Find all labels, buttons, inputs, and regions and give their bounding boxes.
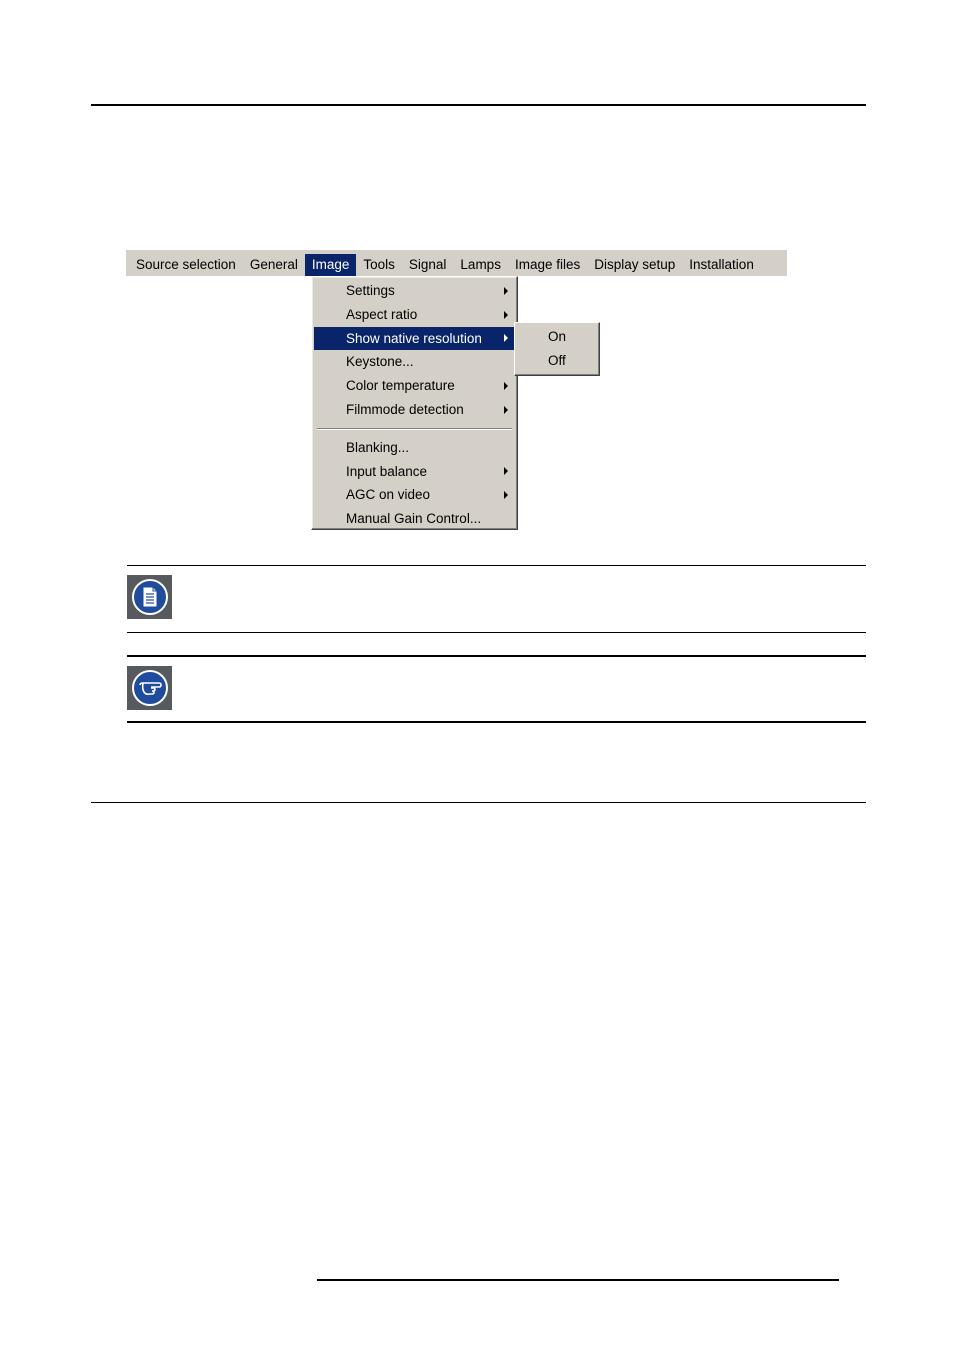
- submenu-arrow-icon: [504, 311, 508, 319]
- menu-item-color-temperature[interactable]: [314, 374, 514, 398]
- menu-item-agc-on-video[interactable]: [314, 483, 514, 507]
- submenu-arrow-icon: [504, 382, 508, 390]
- section-rule: [91, 802, 866, 803]
- header-rule: [91, 104, 866, 106]
- submenu-item-off[interactable]: Off: [548, 352, 566, 368]
- menu-tools[interactable]: Tools: [363, 257, 395, 272]
- note-icon: [132, 579, 168, 615]
- menu-item-label: Settings: [346, 283, 395, 298]
- menu-separator: [317, 428, 512, 430]
- footer-rule: [317, 1279, 839, 1281]
- menu-item-label: AGC on video: [346, 487, 431, 503]
- menu-item-label: Filmmode detection: [346, 401, 464, 417]
- submenu-item-on[interactable]: On: [548, 329, 567, 344]
- submenu-arrow-icon: [504, 491, 508, 499]
- main-menubar: [126, 250, 787, 276]
- menu-item-aspect-ratio[interactable]: [314, 303, 514, 327]
- tip-icon: [132, 670, 168, 706]
- menu-item-label: Color temperature: [346, 378, 455, 394]
- menu-item-label: Blanking...: [346, 439, 410, 455]
- tip-icon-frame: [127, 666, 172, 710]
- menu-item-manual-gain-control[interactable]: [314, 507, 514, 531]
- submenu-arrow-icon: [504, 287, 508, 295]
- note-top-rule: [127, 565, 866, 566]
- image-dropdown-menu: [311, 276, 518, 530]
- menu-installation[interactable]: Installation: [689, 257, 754, 272]
- menu-item-filmmode-detection[interactable]: [314, 398, 514, 422]
- menu-item-blanking[interactable]: [314, 436, 514, 460]
- submenu-arrow-icon: [504, 406, 508, 414]
- menu-lamps[interactable]: Lamps: [460, 257, 501, 272]
- menu-item-keystone[interactable]: [314, 350, 514, 374]
- tip-top-rule: [127, 655, 866, 657]
- menu-image[interactable]: Image: [305, 254, 357, 276]
- menu-item-show-native-resolution[interactable]: [314, 327, 514, 351]
- menu-item-label: Manual Gain Control...: [346, 511, 482, 527]
- menu-general[interactable]: General: [249, 257, 298, 272]
- menu-item-label: Input balance: [346, 463, 428, 479]
- menu-item-label: Aspect ratio: [346, 306, 418, 322]
- menu-item-label: Show native resolution: [346, 330, 482, 346]
- submenu-arrow-icon: [504, 467, 508, 475]
- native-resolution-submenu: [514, 322, 600, 376]
- menu-item-settings[interactable]: [314, 279, 514, 303]
- note-icon-frame: [127, 575, 172, 619]
- menu-item-input-balance[interactable]: [314, 460, 514, 484]
- menu-display-setup[interactable]: Display setup: [594, 257, 676, 272]
- menu-image-files[interactable]: Image files: [514, 257, 581, 272]
- menu-source-selection[interactable]: Source selection: [136, 257, 236, 272]
- menu-signal[interactable]: Signal: [408, 257, 447, 272]
- submenu-arrow-icon: [504, 334, 508, 342]
- note-bottom-rule: [127, 632, 866, 633]
- menu-item-label: Keystone...: [346, 354, 414, 370]
- tip-bottom-rule: [127, 721, 866, 723]
